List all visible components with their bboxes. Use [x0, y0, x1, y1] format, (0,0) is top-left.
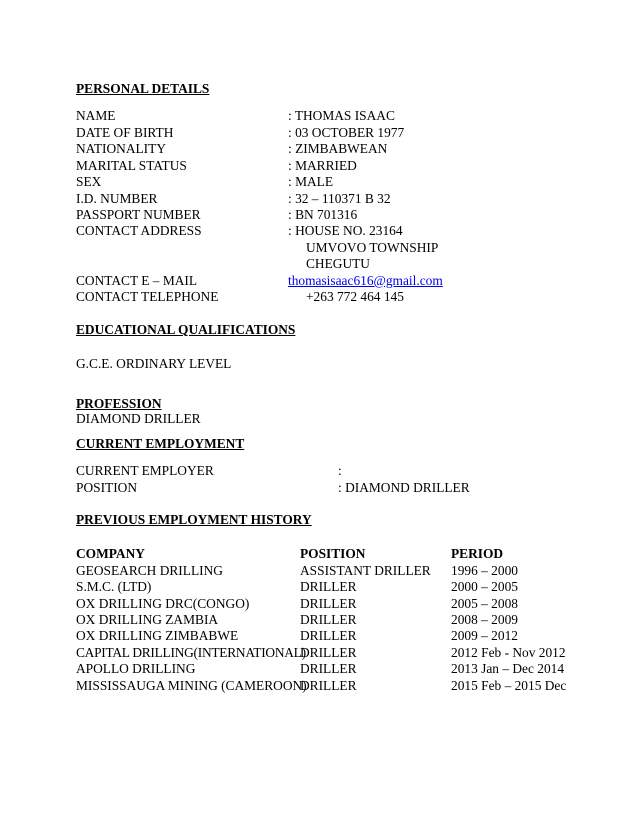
detail-value: : MARRIED [288, 158, 357, 173]
detail-label: I.D. NUMBER [76, 191, 158, 206]
detail-value: : MALE [288, 174, 334, 189]
history-company: MISSISSAUGA MINING (CAMEROON) [76, 678, 307, 693]
phone-value: +263 772 464 145 [306, 289, 404, 304]
phone-label: CONTACT TELEPHONE [76, 289, 219, 304]
detail-label: CONTACT ADDRESS [76, 223, 202, 238]
current-position-value: : DIAMOND DRILLER [338, 480, 470, 495]
history-period: 1996 – 2000 [451, 563, 518, 578]
history-period: 2015 Feb – 2015 Dec [451, 678, 567, 693]
column-header-position: POSITION [300, 546, 366, 561]
column-header-company: COMPANY [76, 546, 145, 561]
history-position: DRILLER [300, 661, 357, 676]
profession-value: DIAMOND DRILLER [76, 411, 201, 426]
current-employer-value: : [338, 463, 342, 478]
history-heading: PREVIOUS EMPLOYMENT HISTORY [76, 512, 312, 527]
current-employer-label: CURRENT EMPLOYER [76, 463, 214, 478]
profession-heading: PROFESSION [76, 396, 162, 411]
detail-value: : 03 OCTOBER 1977 [288, 125, 405, 140]
education-level: G.C.E. ORDINARY LEVEL [76, 356, 232, 371]
history-position: ASSISTANT DRILLER [300, 563, 431, 578]
detail-label: SEX [76, 174, 102, 189]
detail-label: PASSPORT NUMBER [76, 207, 201, 222]
detail-value: : THOMAS ISAAC [288, 108, 395, 123]
history-position: DRILLER [300, 645, 357, 660]
current-position-label: POSITION [76, 480, 138, 495]
history-company: OX DRILLING ZAMBIA [76, 612, 219, 627]
history-position: DRILLER [300, 628, 357, 643]
detail-label: DATE OF BIRTH [76, 125, 174, 140]
detail-label: NATIONALITY [76, 141, 166, 156]
history-company: APOLLO DRILLING [76, 661, 196, 676]
detail-label: MARITAL STATUS [76, 158, 187, 173]
detail-value: : ZIMBABWEAN [288, 141, 388, 156]
history-company: CAPITAL DRILLING(INTERNATIONAL) [76, 645, 306, 660]
detail-value: : 32 – 110371 B 32 [288, 191, 391, 206]
current-employment-heading: CURRENT EMPLOYMENT [76, 436, 245, 451]
address-line: CHEGUTU [306, 256, 370, 271]
history-position: DRILLER [300, 678, 357, 693]
history-position: DRILLER [300, 579, 357, 594]
column-header-period: PERIOD [451, 546, 504, 561]
history-period: 2012 Feb - Nov 2012 [451, 645, 566, 660]
history-period: 2009 – 2012 [451, 628, 518, 643]
history-period: 2005 – 2008 [451, 596, 518, 611]
history-company: OX DRILLING DRC(CONGO) [76, 596, 250, 611]
history-period: 2000 – 2005 [451, 579, 518, 594]
history-position: DRILLER [300, 612, 357, 627]
email-link[interactable]: thomasisaac616@gmail.com [288, 273, 443, 288]
history-period: 2013 Jan – Dec 2014 [451, 661, 565, 676]
history-company: OX DRILLING ZIMBABWE [76, 628, 239, 643]
history-period: 2008 – 2009 [451, 612, 518, 627]
detail-value: : HOUSE NO. 23164 [288, 223, 403, 238]
history-company: S.M.C. (LTD) [76, 579, 152, 594]
email-label: CONTACT E – MAIL [76, 273, 198, 288]
personal-details-heading: PERSONAL DETAILS [76, 81, 210, 96]
history-position: DRILLER [300, 596, 357, 611]
address-line: UMVOVO TOWNSHIP [306, 240, 439, 255]
education-heading: EDUCATIONAL QUALIFICATIONS [76, 322, 296, 337]
detail-value: : BN 701316 [288, 207, 358, 222]
history-company: GEOSEARCH DRILLING [76, 563, 223, 578]
detail-label: NAME [76, 108, 116, 123]
